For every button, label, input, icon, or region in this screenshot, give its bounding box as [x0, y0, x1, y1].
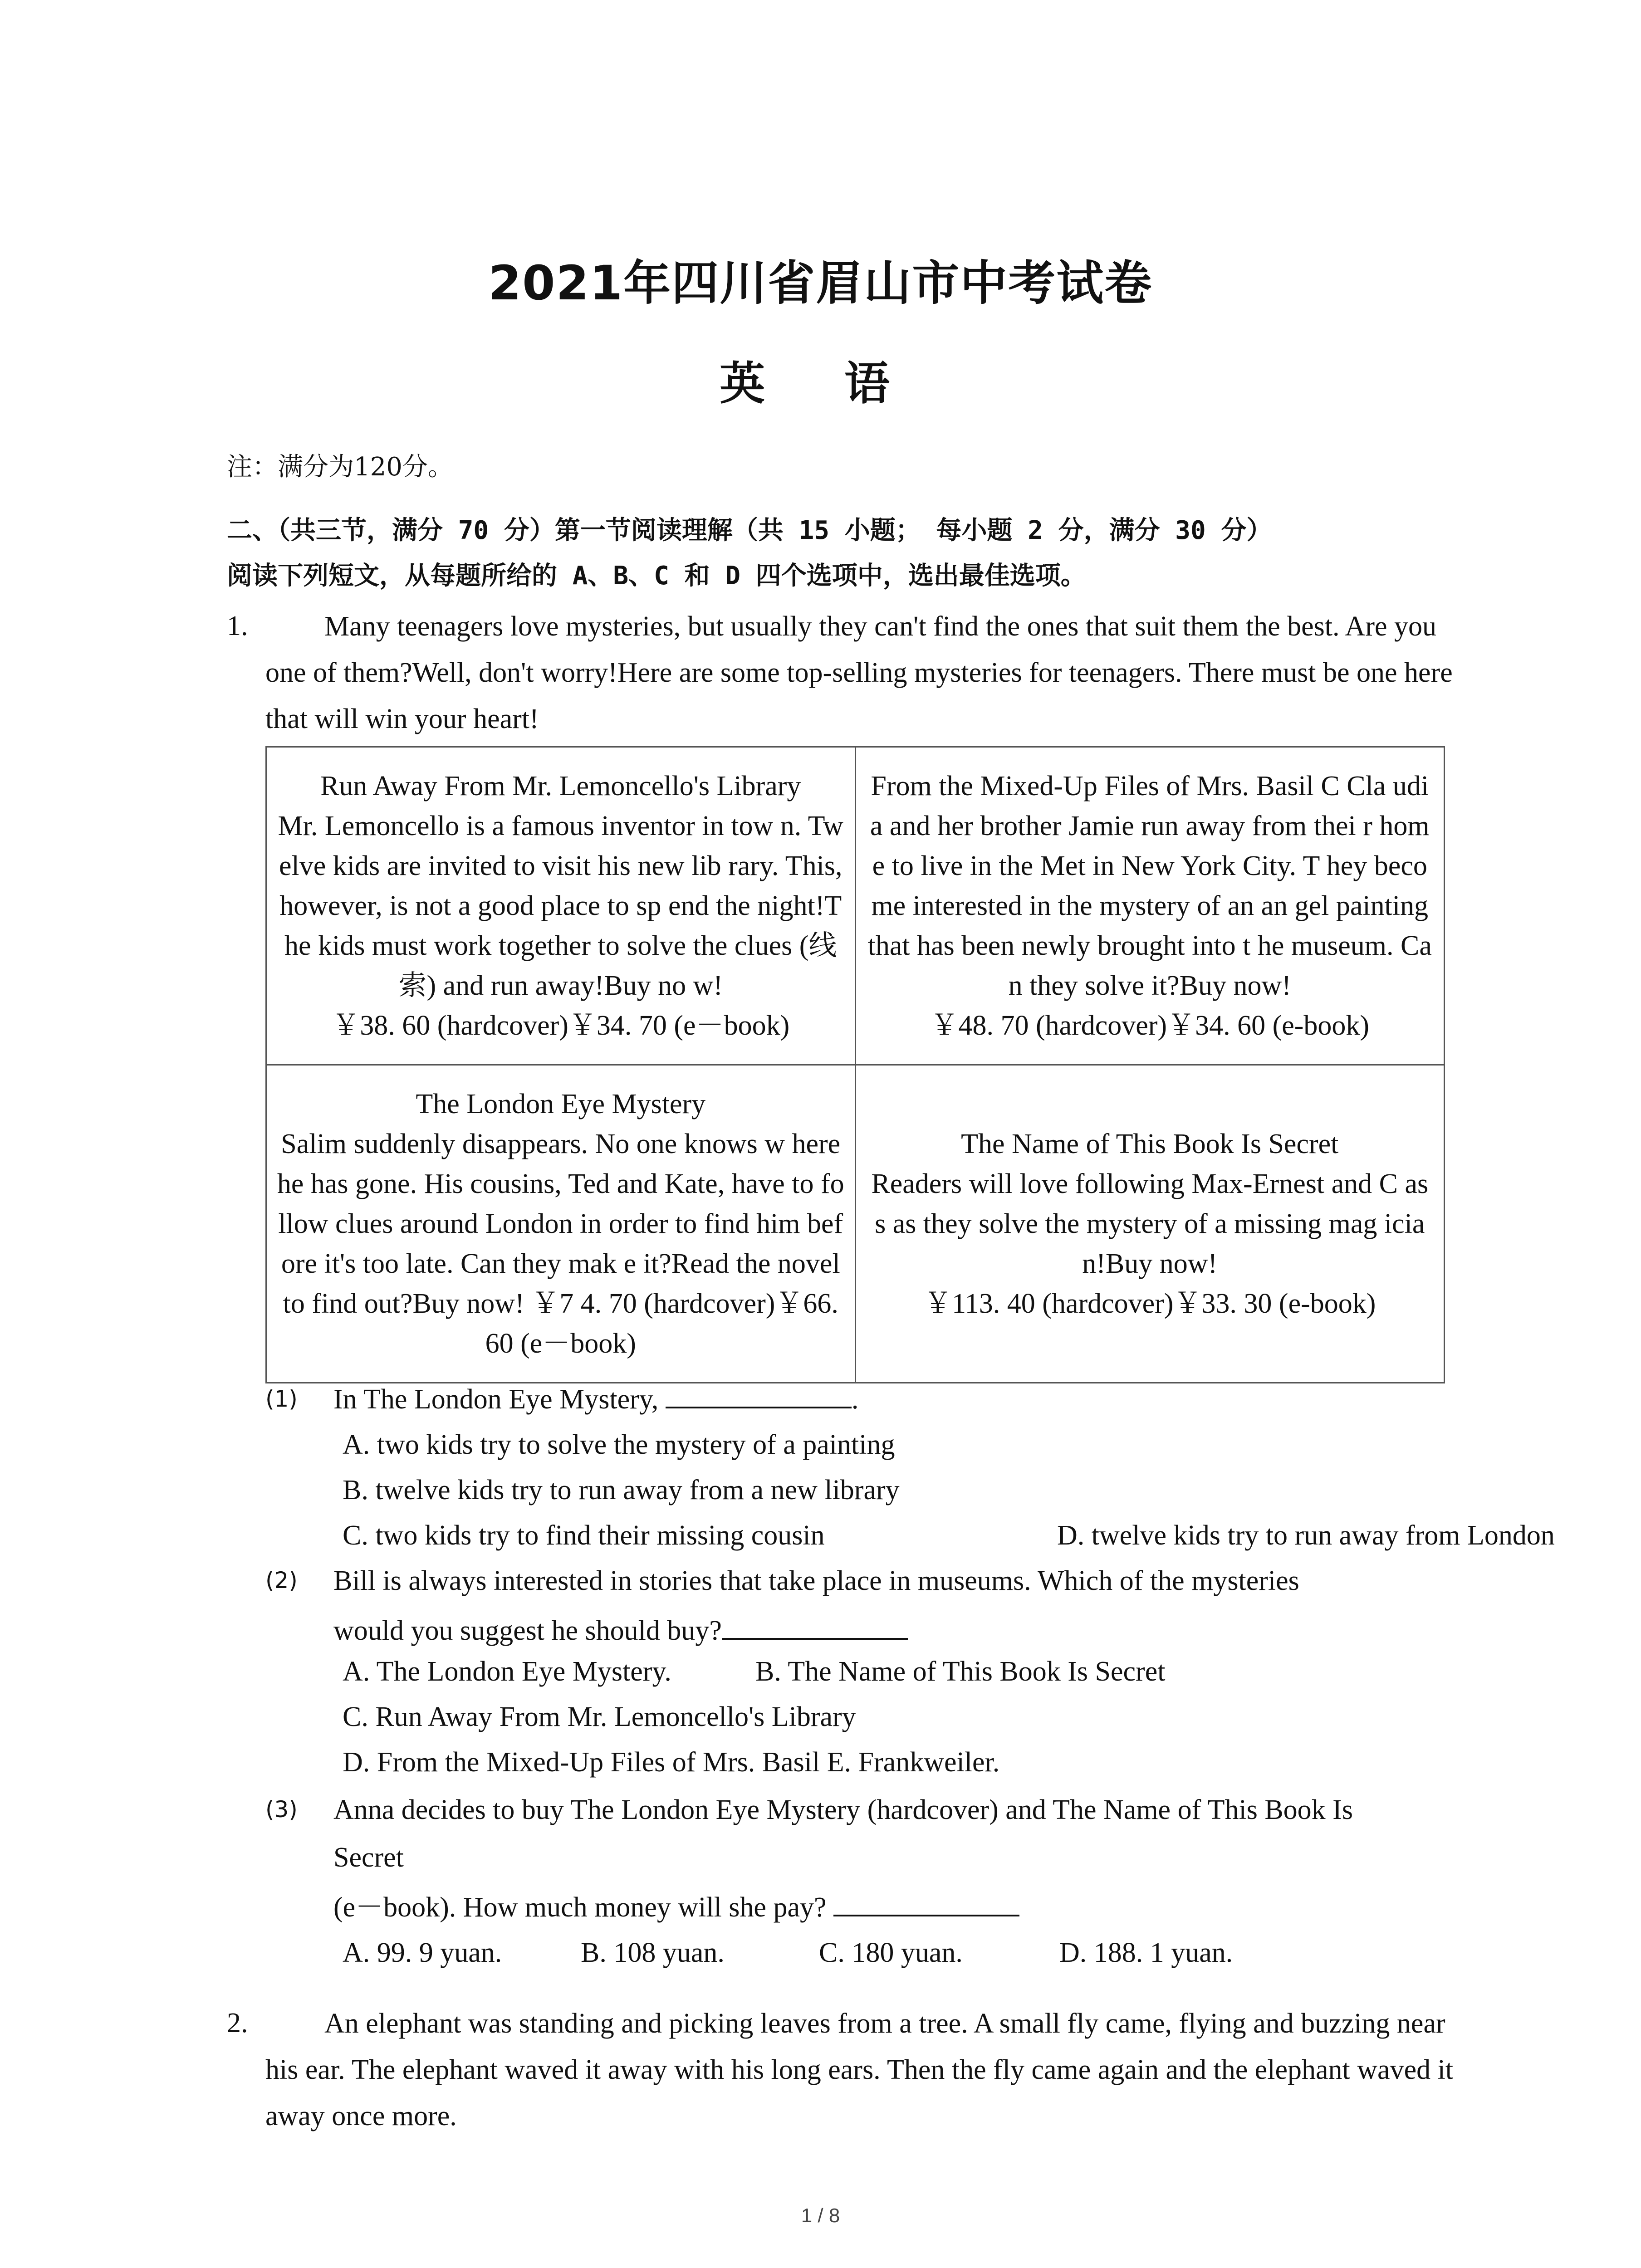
- book-table-row: [266, 747, 1445, 1065]
- option-a: A. 99. 9 yuan.: [343, 1937, 502, 1968]
- subquestion-1-number: (1): [265, 1386, 298, 1412]
- subquestion-2-stem-line-1: Bill is always interested in stories that take place in museums. Which of the mysteries: [333, 1565, 1299, 1596]
- subquestion-1-stem: [333, 1377, 858, 1422]
- subquestion-3-stem-line-1: Anna decides to buy The London Eye Mystery (hardcover) and The Name of This Book Is: [333, 1794, 1353, 1825]
- book-cell-lemoncello: [266, 747, 856, 1065]
- option-d: D. twelve kids try to run away from London: [1057, 1520, 1555, 1551]
- section-line-2: 阅读下列短文，从每题所给的 A、B、C 和 D 四个选项中，选出最佳选项。: [227, 561, 1086, 591]
- subquestion-3-number: (3): [265, 1796, 298, 1823]
- book-cell-london-eye: [266, 1065, 856, 1383]
- question-1-number: 1.: [227, 611, 248, 641]
- section-instructions: [227, 508, 1452, 599]
- option-b: B. twelve kids try to run away from a new library: [343, 1475, 900, 1505]
- book-cell-mixed-up-files: [855, 747, 1445, 1065]
- section-line-1: 二、（共三节，满分 70 分）第一节阅读理解（共 15 小题； 每小题 2 分，满分 30 分）: [227, 516, 1272, 545]
- book-price: ￥113. 40 (hardcover)￥33. 30 (e-book): [924, 1288, 1376, 1319]
- page-number: 1 / 8: [801, 2204, 840, 2227]
- answer-blank: [833, 1887, 1019, 1916]
- book-cell-name-secret: [855, 1065, 1445, 1383]
- answer-blank: [722, 1611, 908, 1640]
- subquestion-3-stem-line-3: [333, 1885, 1019, 1930]
- exam-title: 2021年四川省眉山市中考试卷: [488, 255, 1153, 311]
- subquestion-1-text: In The London Eye Mystery,: [333, 1384, 659, 1415]
- subquestion-2-number: (2): [265, 1567, 298, 1593]
- book-table: [265, 746, 1445, 1383]
- book-price: ￥48. 70 (hardcover)￥34. 60 (e-book): [930, 1010, 1370, 1041]
- subquestion-2-stem-line-2: [333, 1608, 908, 1653]
- book-description: From the Mixed-Up Files of Mrs. Basil C Cla udia and her brother Jamie run away from thei r home to live in the Met in New York City. T hey become interested in the mystery of an an gel painting that has been newly brought into t he museum. Can they solve it?Buy now!: [867, 771, 1432, 1001]
- question-2-number: 2.: [227, 2008, 248, 2038]
- book-table-row: [266, 1065, 1445, 1383]
- option-b: B. The Name of This Book Is Secret: [755, 1656, 1166, 1687]
- subquestion-3-text: (e－book). How much money will she pay?: [333, 1892, 827, 1923]
- option-c: C. two kids try to find their missing cousin: [343, 1520, 825, 1551]
- subject-heading: 英 语: [720, 357, 921, 410]
- question-2-passage: An elephant was standing and picking leaves from a tree. A small fly came, flying and buzzing near his ear. The elephant waved it away with his long ears. Then the fly came again and the elephant waved it away once more.: [265, 2008, 1454, 2131]
- book-title: The London Eye Mystery: [416, 1089, 706, 1119]
- book-title: The Name of This Book Is Secret: [961, 1129, 1339, 1159]
- subquestion-1-end: .: [851, 1384, 859, 1415]
- option-d: D. From the Mixed-Up Files of Mrs. Basil E. Frankweiler.: [343, 1747, 1000, 1778]
- book-description: Salim suddenly disappears. No one knows w here he has gone. His cousins, Ted and Kate, have to follow clues around London in order to find him before it's too late. Can they mak e it?Read the novel to find out?Buy now! ￥7 4. 70 (hardcover)￥66. 60 (e－book): [277, 1129, 844, 1359]
- option-c: C. Run Away From Mr. Lemoncello's Library: [343, 1701, 856, 1732]
- option-a: A. two kids try to solve the mystery of a painting: [343, 1429, 895, 1460]
- score-note: 注：满分为120分。: [227, 452, 453, 482]
- subquestion-2-text: would you suggest he should buy?: [333, 1615, 722, 1646]
- option-b: B. 108 yuan.: [581, 1937, 725, 1968]
- subquestion-3-stem-line-2: Secret: [333, 1842, 404, 1873]
- option-d: D. 188. 1 yuan.: [1059, 1937, 1233, 1968]
- book-title: Run Away From Mr. Lemoncello's Library: [320, 771, 801, 802]
- option-c: C. 180 yuan.: [819, 1937, 963, 1968]
- book-description: Readers will love following Max-Ernest and C ass as they solve the mystery of a missing mag ician!Buy now!: [871, 1168, 1429, 1279]
- answer-blank: [666, 1379, 852, 1408]
- book-price: ￥38. 60 (hardcover)￥34. 70 (e－book): [332, 1010, 790, 1041]
- option-a: A. The London Eye Mystery.: [343, 1656, 671, 1687]
- book-description: Mr. Lemoncello is a famous inventor in tow n. Twelve kids are invited to visit his new lib rary. This, however, is not a good place to sp end the night!The kids must work together to solve the clues (线索) and run away!Buy no w!: [278, 811, 843, 1001]
- question-1-passage: Many teenagers love mysteries, but usually they can't find the ones that suit them the best. Are you one of them?Well, don't worry!Here are some top-selling mysteries for teenagers. There must be one here that will win your heart!: [265, 611, 1453, 734]
